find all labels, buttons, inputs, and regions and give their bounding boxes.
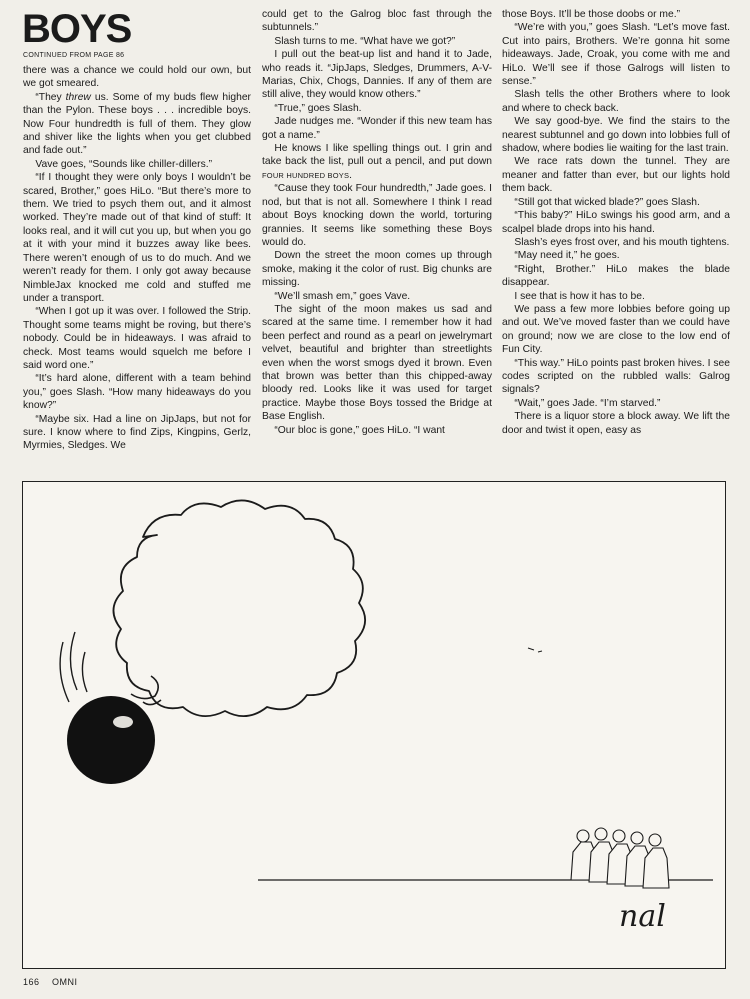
paragraph: Slash tells the other Brothers where to look and where to check back. xyxy=(502,89,730,114)
article-title: BOYS xyxy=(22,7,132,51)
paragraph: There is a liquor store a block away. We lift the door and twist it open, easy as xyxy=(502,411,730,436)
bomb-highlight xyxy=(113,716,133,728)
paragraph: there was a chance we could hold our own, but we got smeared. xyxy=(23,65,251,90)
paragraph: “Wait,” goes Jade. “I’m starved.” xyxy=(514,397,661,409)
continued-note: CONTINUED FROM PAGE 86 xyxy=(23,52,125,59)
paragraph: Slash turns to me. “What have we got?” xyxy=(274,35,456,47)
paragraph: “Maybe six. Had a line on JipJaps, but not for sure. I know where to find Zips, Kingpins, Gerlz, Myrmies, Sledges. We xyxy=(23,413,251,452)
paragraph: “True,” goes Slash. xyxy=(274,102,362,114)
paragraph: We pass a few more lobbies before going up and out. We’ve moved faster than we could have on ground; now we are close to the low end of Fun City. xyxy=(502,303,730,356)
bomb xyxy=(67,696,155,784)
text-column-2 xyxy=(262,8,492,474)
text-column-3 xyxy=(502,8,730,474)
page-number: 166 xyxy=(23,977,40,987)
paragraph: “They threw us. Some of my buds flew higher than the Pylon. These boys . . . incredible boys. Now Four hundredth is full of them. They glow and shiver like the lights when you get clubbed and fade out.” xyxy=(23,91,251,157)
paragraph: “This baby?” HiLo swings his good arm, and a scalpel blade drops into his hand. xyxy=(502,210,730,235)
magazine-name: OMNI xyxy=(52,977,78,987)
paragraph: “We’re with you,” goes Slash. “Let’s move fast. Cut into pairs, Brothers. We’re gonna hit some hideaways. Jade, Croak, you come with me and HiLo. We’ll see if those Galrogs will listen to sense.” xyxy=(502,22,730,88)
cartoon-illustration xyxy=(22,481,726,969)
paragraph: “Cause they took Four hundredth,” Jade goes. I nod, but that is not all. Somewhere I think I read about Boys knocking down the world, torturing grannies. It seems like something these Boys would do. xyxy=(262,183,492,248)
paragraph: “This way.” HiLo points past broken hives. I see codes scripted on the rubbled walls: Galrog signals? xyxy=(502,357,730,396)
paragraph: “Still got that wicked blade?” goes Slash. xyxy=(514,196,700,208)
specks xyxy=(528,648,542,652)
motion-lines xyxy=(60,632,87,702)
paragraph: He knows I like spelling things out. I grin and take back the list, pull out a pencil, and put down FOUR HUNDRED BOYS. xyxy=(262,143,492,181)
paragraph: could get to the Galrog bloc fast through the subtunnels.” xyxy=(262,9,492,34)
paragraph: “Our bloc is gone,” goes HiLo. “I want xyxy=(274,424,445,436)
paragraph: “When I got up it was over. I followed the Strip. Thought some teams might be roving, but there’s nobody. Could be in hideaways. I was afraid to check. Most teams would squelch me before I said word one.” xyxy=(23,306,251,371)
paragraph: “May need it,” he goes. xyxy=(514,250,620,262)
paragraph: We say good-bye. We find the stairs to the nearest subtunnel and go down into lobbies full of shadow, where bodies lie waiting for the last train. xyxy=(502,116,730,155)
artist-signature: nal xyxy=(619,899,666,934)
paragraph: “If I thought they were only boys I wouldn’t be scared, Brother,” goes HiLo. “But there’s more to them. We tried to psych them out, and it almost worked. They’re made out of that kind of stuff: It looks real, and it will cut you up, but when you go at it with your mind it buzzes away like bees. There weren’t enough of us to do much. And we weren’t ready for them. I only got away because NimbleJax knocked me cold and stuffed me under a transport. xyxy=(23,172,251,304)
paragraph: “We’ll smash em,” goes Vave. xyxy=(274,290,411,302)
text-column-1 xyxy=(23,64,251,474)
paragraph: Slash’s eyes frost over, and his mouth tightens. xyxy=(514,236,730,248)
crowd-of-men xyxy=(571,828,669,888)
paragraph: Down the street the moon comes up through smoke, making it the color of rust. Big chunks are missing. xyxy=(262,250,492,289)
paragraph: those Boys. It’ll be those doobs or me.” xyxy=(502,9,680,20)
paragraph: Jade nudges me. “Wonder if this new team has got a name.” xyxy=(262,116,492,141)
paragraph: “It’s hard alone, different with a team behind you,” goes Slash. “How many hideaways do you know?” xyxy=(23,373,251,412)
paragraph: “Right, Brother.” HiLo makes the blade disappear. xyxy=(502,263,730,289)
paragraph: I see that is how it has to be. xyxy=(514,290,645,302)
smoke-cloud xyxy=(113,500,365,716)
cartoon-drawing xyxy=(23,482,725,968)
paragraph: The sight of the moon makes us sad and scared at the same time. I remember how it had been perfect and round as a pearl on jewelrymart velvet, beautiful and brighter than streetlights even when the worst smogs dyed it brown. Even that brown was better than this chipped-away bloody red. Looks like it was used for target practice. Maybe those Boys tossed the Bridge at Base English. xyxy=(262,303,492,423)
paragraph: We race rats down the tunnel. They are meaner and fatter than ever, but our lights hold them back. xyxy=(502,156,730,195)
paragraph: I pull out the beat-up list and hand it to Jade, who reads it. “JipJaps, Sledges, Drummers, A-V-Marias, Chix, Chogs, Dannies. If any of them are still alive, they would know others.” xyxy=(262,49,492,101)
paragraph: Vave goes, “Sounds like chiller-dillers.” xyxy=(35,158,213,170)
